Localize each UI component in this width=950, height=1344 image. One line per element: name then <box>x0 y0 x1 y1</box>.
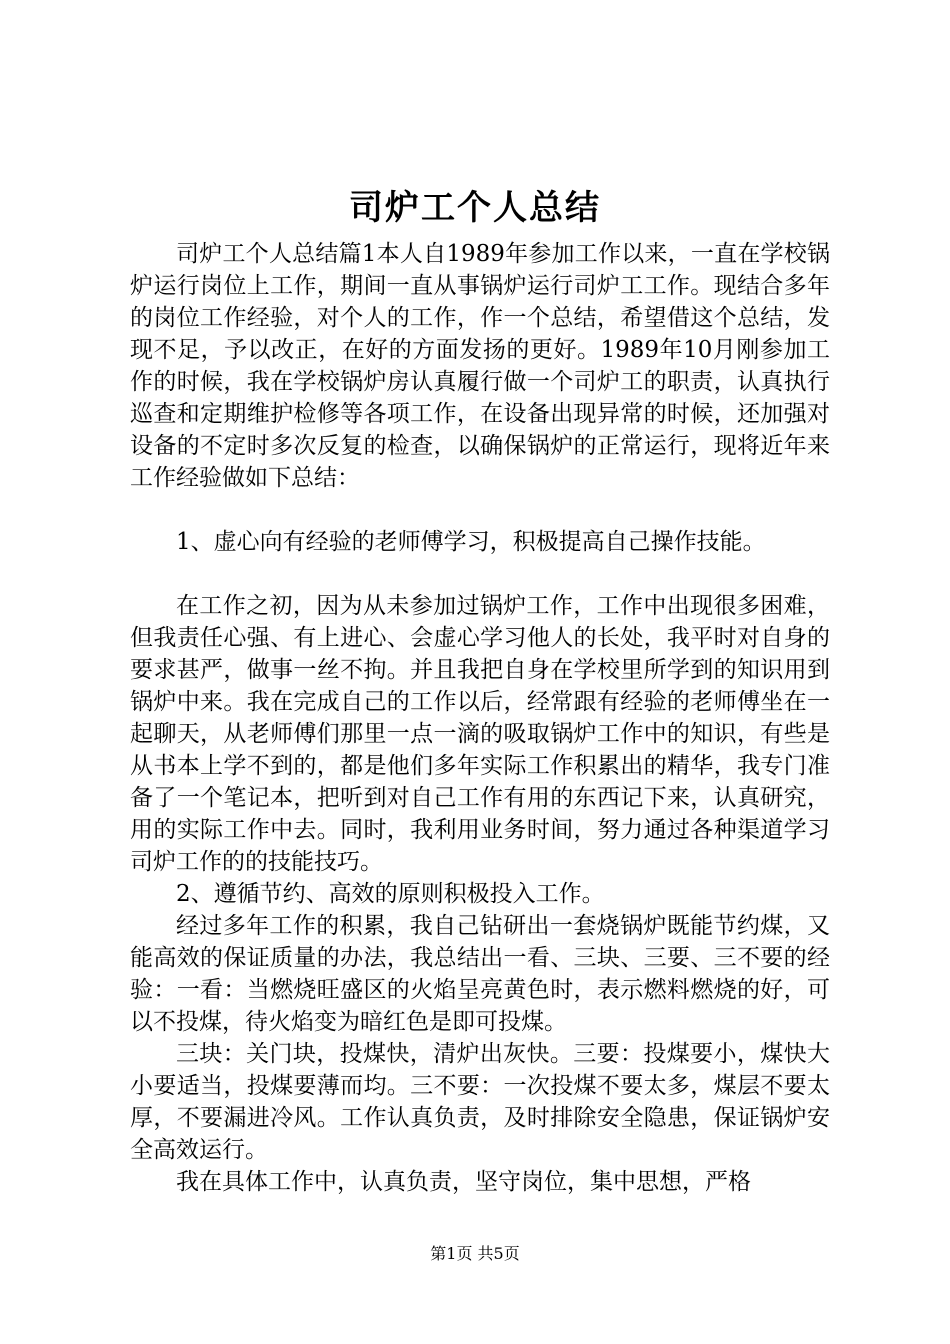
section-heading-1: 1、虚心向有经验的老师傅学习，积极提高自己操作技能。 <box>176 529 766 555</box>
paragraph-spacer <box>130 558 830 590</box>
paragraph-duty: 我在具体工作中，认真负责，坚守岗位，集中思想，严格 <box>176 1169 751 1195</box>
page-number: 第1页 共5页 <box>430 1244 520 1263</box>
paragraph-rules: 三块：关门块，投煤快，清炉出灰快。三要：投煤要小，煤快大小要适当，投煤要薄而均。三不要：一次投煤不要太多，煤层不要太厚，不要漏进冷风。工作认真负责，及时排除安全隐患，保证锅炉安全高效运行。 <box>130 1041 830 1163</box>
paragraph-experience: 经过多年工作的积累，我自己钻研出一套烧锅炉既能节约煤，又能高效的保证质量的办法，我总结出一看、三块、三要、三不要的经验：一看：当燃烧旺盛区的火焰呈亮黄色时，表示燃料燃烧的好，可以不投煤，待火焰变为暗红色是即可投煤。 <box>130 913 830 1035</box>
paragraph-learning: 在工作之初，因为从未参加过锅炉工作，工作中出现很多困难，但我责任心强、有上进心、会虚心学习他人的长处，我平时对自身的要求甚严，做事一丝不拘。并且我把自身在学校里所学到的知识用到锅炉中来。我在完成自己的工作以后，经常跟有经验的老师傅坐在一起聊天，从老师傅们那里一点一滴的吸取锅炉工作中的知识，有些是从书本上学不到的，都是他们多年实际工作积累出的精华，我专门准备了一个笔记本，把听到对自己工作有用的东西记下来，认真研究，用的实际工作中去。同时，我利用业务时间，努力通过各种渠道学习司炉工作的的技能技巧。 <box>130 593 830 875</box>
section-heading-2: 2、遵循节约、高效的原则积极投入工作。 <box>176 881 605 907</box>
paragraph-intro: 司炉工个人总结篇1本人自1989年参加工作以来，一直在学校锅炉运行岗位上工作，期间一直从事锅炉运行司炉工工作。现结合多年的岗位工作经验，对个人的工作，作一个总结，希望借这个总结，发现不足，予以改正，在好的方面发扬的更好。1989年10月刚参加工作的时候，我在学校锅炉房认真履行做一个司炉工的职责，认真执行巡查和定期维护检修等各项工作，在设备出现异常的时候，还加强对设备的不定时多次反复的检查，以确保锅炉的正常运行，现将近年来工作经验做如下总结： <box>130 241 830 491</box>
page-title: 司炉工个人总结 <box>349 188 601 228</box>
paragraph-spacer <box>130 494 830 526</box>
document-body <box>130 238 830 1198</box>
